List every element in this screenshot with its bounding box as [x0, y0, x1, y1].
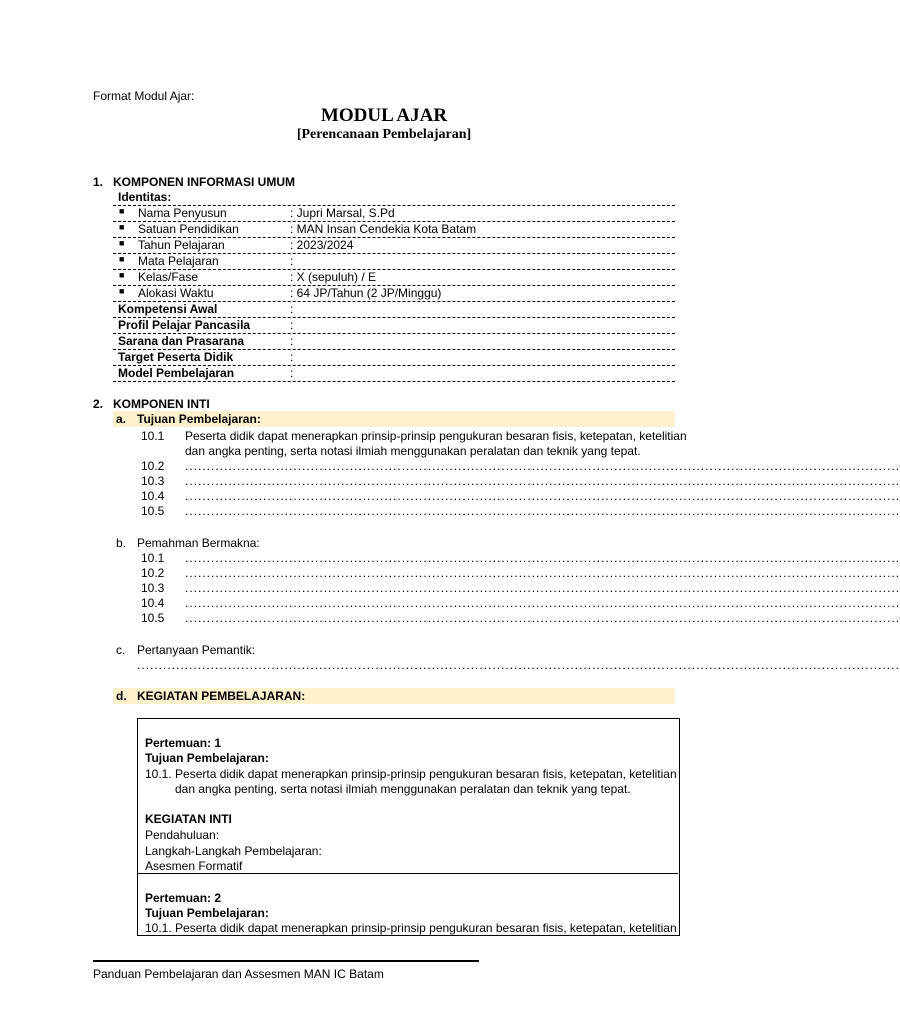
subsection-b-title: Pemahman Bermakna: — [137, 536, 260, 550]
info-item — [113, 318, 675, 334]
info-item — [113, 302, 675, 318]
document-title: MODUL AJAR — [320, 105, 448, 126]
info-item — [113, 350, 675, 366]
meeting2-tujuan-text: 10.1. Peserta didik dapat menerapkan prinsip-prinsip pengukuran besaran fisis, ketepatan, ketelitian — [145, 921, 677, 935]
info-item-value: : — [290, 366, 294, 380]
bullet-icon: ■ — [119, 286, 125, 296]
identitas-row — [113, 190, 675, 206]
identitas-item-value: : Jupri Marsal, S.Pd — [290, 206, 395, 220]
tujuan-item-number: 10.5 — [141, 504, 165, 518]
info-item-label: Target Peserta Didik — [118, 350, 234, 364]
subsection-a-title: Tujuan Pembelajaran: — [137, 412, 261, 426]
dotted-fill-line: ..................................................................................................................................................................... — [185, 551, 900, 565]
identitas-label: Identitas: — [118, 190, 172, 204]
format-label: Format Modul Ajar: — [93, 89, 195, 103]
identitas-item-value: : MAN Insan Cendekia Kota Batam — [290, 222, 477, 236]
pemahaman-item-number: 10.2 — [141, 566, 165, 580]
identitas-item-value: : — [290, 254, 294, 268]
tujuan-item-number: 10.2 — [141, 459, 165, 473]
dotted-fill-line: ................................................................................................................................................................................ — [137, 658, 900, 672]
info-item-value: : — [290, 334, 294, 348]
identitas-item — [113, 238, 675, 254]
identitas-item-value: : 64 JP/Tahun (2 JP/Minggu) — [290, 286, 442, 300]
pemahaman-item-number: 10.5 — [141, 611, 165, 625]
pemahaman-item-number: 10.1 — [141, 551, 165, 565]
info-item-value: : — [290, 350, 294, 364]
section2-number: 2. — [93, 397, 104, 411]
meeting1-asesmen: Asesmen Formatif — [145, 859, 243, 873]
pemahaman-item-number: 10.3 — [141, 581, 165, 595]
identitas-item — [113, 206, 675, 222]
meeting1-pendahuluan: Pendahuluan: — [145, 828, 220, 842]
identitas-item-label: Kelas/Fase — [138, 270, 199, 284]
bullet-icon: ■ — [119, 222, 125, 232]
dotted-fill-line: ..................................................................................................................................................................... — [185, 581, 900, 595]
dotted-fill-line: ..................................................................................................................................................................... — [185, 504, 900, 518]
info-item-label: Model Pembelajaran — [118, 366, 235, 380]
section1-number: 1. — [93, 175, 104, 189]
identitas-item-value: : 2023/2024 — [290, 238, 354, 252]
section2-heading: KOMPONEN INTI — [113, 397, 210, 411]
meeting1-tujuan-text: 10.1. Peserta didik dapat menerapkan prinsip-prinsip pengukuran besaran fisis, ketepatan, ketelitian — [145, 767, 677, 781]
dotted-fill-line: ..................................................................................................................................................................... — [185, 489, 900, 503]
info-item-value: : — [290, 302, 294, 316]
identitas-item — [113, 286, 675, 302]
info-item-label: Kompetensi Awal — [118, 302, 218, 316]
dotted-fill-line: ..................................................................................................................................................................... — [185, 474, 900, 488]
meeting1-title: Pertemuan: 1 — [145, 736, 222, 750]
bullet-icon: ■ — [119, 206, 125, 216]
info-item-label: Sarana dan Prasarana — [118, 334, 245, 348]
subsection-d-letter: d. — [116, 689, 127, 703]
info-item-value: : — [290, 318, 294, 332]
identitas-item-value: : X (sepuluh) / E — [290, 270, 377, 284]
pemahaman-item-number: 10.4 — [141, 596, 165, 610]
info-item-label: Profil Pelajar Pancasila — [118, 318, 251, 332]
info-item — [113, 366, 675, 382]
identitas-item — [113, 222, 675, 238]
dotted-fill-line: ..................................................................................................................................................................... — [185, 566, 900, 580]
identitas-item — [113, 270, 675, 286]
bullet-icon: ■ — [119, 270, 125, 280]
subsection-c-letter: c. — [116, 643, 126, 657]
meeting1-tujuan-label: Tujuan Pembelajaran: — [145, 751, 269, 765]
identitas-item-label: Mata Pelajaran — [138, 254, 219, 268]
meeting1-kegiatan-label: KEGIATAN INTI — [145, 812, 232, 826]
bullet-icon: ■ — [119, 254, 125, 264]
footer-rule — [93, 960, 479, 962]
subsection-b-letter: b. — [116, 536, 127, 550]
tujuan-item-number: 10.3 — [141, 474, 165, 488]
document-subtitle: [Perencanaan Pembelajaran] — [296, 127, 472, 142]
dotted-fill-line: ..................................................................................................................................................................... — [185, 596, 900, 610]
meeting1-tujuan-text: dan angka penting, serta notasi ilmiah menggunakan peralatan dan teknik yang tepat. — [175, 782, 631, 796]
subsection-d-title: KEGIATAN PEMBELAJARAN: — [137, 689, 306, 703]
bullet-icon: ■ — [119, 238, 125, 248]
tujuan-item-text: dan angka penting, serta notasi ilmiah menggunakan peralatan dan teknik yang tepat. — [185, 444, 641, 458]
info-item — [113, 334, 675, 350]
tujuan-item-number: 10.1 — [141, 429, 165, 443]
identitas-item-label: Nama Penyusun — [138, 206, 227, 220]
identitas-item-label: Alokasi Waktu — [138, 286, 214, 300]
tujuan-item-text: Peserta didik dapat menerapkan prinsip-prinsip pengukuran besaran fisis, ketepatan, ketelitian — [185, 429, 687, 443]
subsection-c-title: Pertanyaan Pemantik: — [137, 643, 256, 657]
identitas-item — [113, 254, 675, 270]
meeting1-langkah: Langkah-Langkah Pembelajaran: — [145, 844, 322, 858]
section1-heading: KOMPONEN INFORMASI UMUM — [113, 175, 295, 189]
identitas-item-label: Satuan Pendidikan — [138, 222, 239, 236]
dotted-fill-line: ..................................................................................................................................................................... — [185, 611, 900, 625]
subsection-a-letter: a. — [116, 412, 127, 426]
meeting2-tujuan-label: Tujuan Pembelajaran: — [145, 906, 269, 920]
identitas-item-label: Tahun Pelajaran — [138, 238, 225, 252]
tujuan-item-number: 10.4 — [141, 489, 165, 503]
meeting2-title: Pertemuan: 2 — [145, 891, 222, 905]
dotted-fill-line: ..................................................................................................................................................................... — [185, 459, 900, 473]
footer-text: Panduan Pembelajaran dan Assesmen MAN IC Batam — [93, 967, 384, 981]
